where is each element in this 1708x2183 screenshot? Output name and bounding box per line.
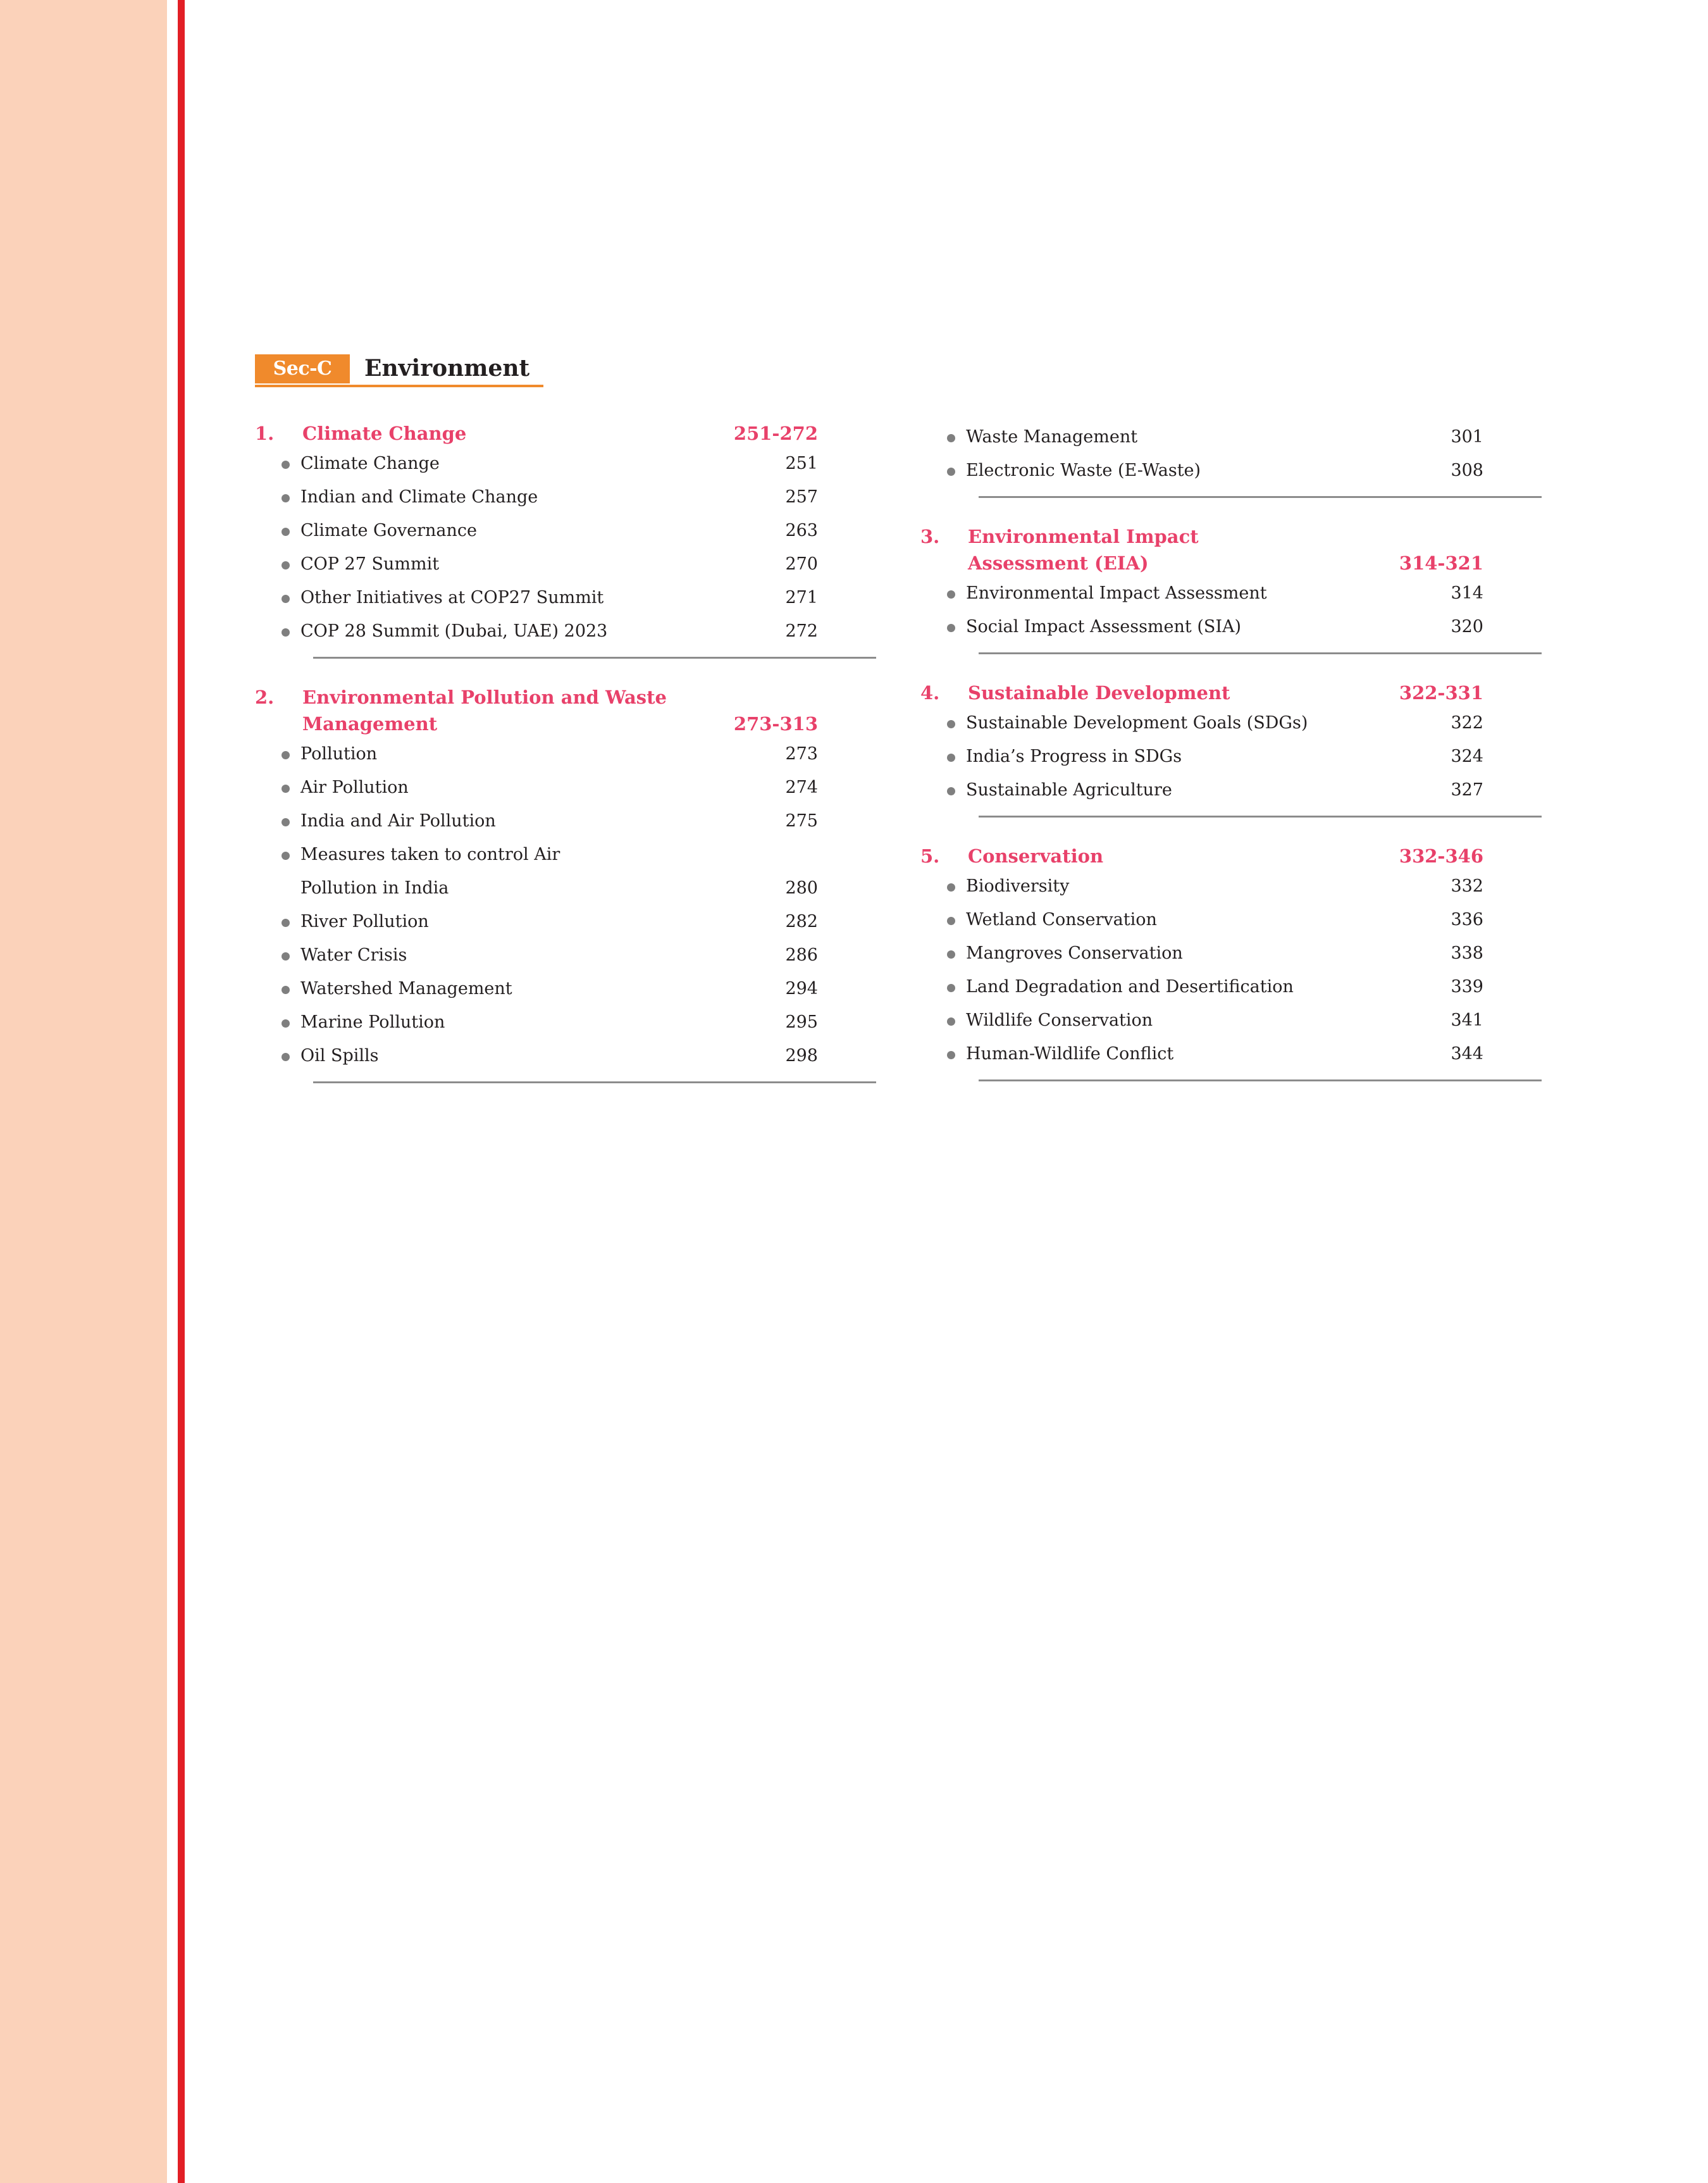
toc-entry-page: 280 [785, 878, 818, 898]
toc-entry[interactable] [255, 1005, 818, 1039]
toc-entry-body [300, 447, 818, 480]
bullet-dot-icon [282, 1053, 290, 1061]
bullet-dot-icon [947, 720, 955, 728]
toc-entry-page: 344 [1451, 1044, 1483, 1064]
toc-entry[interactable] [920, 740, 1483, 773]
chapter-page-range: 322-331 [1399, 682, 1483, 704]
toc-entry-label: Wetland Conservation [966, 910, 1157, 930]
section-title: Environment [364, 355, 530, 382]
bullet-icon [920, 936, 966, 959]
bullet-icon [255, 905, 300, 927]
toc-entry[interactable] [920, 773, 1483, 807]
bullet-dot-icon [947, 590, 955, 599]
toc-entry-label: Water Crisis [300, 945, 407, 965]
chapter-number: 1. [255, 423, 275, 444]
bullet-icon [255, 972, 300, 994]
toc-entry-label: Sustainable Development Goals (SDGs) [966, 713, 1308, 733]
toc-entry-page: 270 [785, 554, 818, 574]
toc-entry[interactable] [920, 420, 1483, 454]
toc-entry[interactable] [255, 905, 818, 938]
bullet-dot-icon [282, 986, 290, 994]
toc-entry-label: Indian and Climate Change [300, 487, 538, 507]
chapter-title-wrap [302, 420, 818, 447]
toc-chapter [920, 420, 1483, 523]
chapter-title-line2-row [302, 711, 818, 737]
bullet-icon [255, 581, 300, 603]
toc-entry[interactable] [920, 869, 1483, 903]
chapter-spacer [920, 498, 1483, 523]
toc-entry[interactable] [255, 838, 818, 905]
toc-chapter [255, 684, 818, 1109]
toc-entry[interactable] [255, 447, 818, 480]
toc-entry-line1 [300, 838, 818, 871]
bullet-icon [255, 547, 300, 569]
bullet-dot-icon [947, 1017, 955, 1026]
toc-chapter [920, 843, 1483, 1107]
toc-entry[interactable] [255, 737, 818, 771]
bullet-dot-icon [282, 919, 290, 927]
bullet-icon [255, 447, 300, 469]
toc-entry[interactable] [920, 576, 1483, 610]
toc-entry[interactable] [255, 938, 818, 972]
toc-entry-body [966, 970, 1483, 1004]
toc-entry-label: Air Pollution [300, 778, 409, 797]
bullet-dot-icon [282, 952, 290, 961]
toc-entry-body [300, 938, 818, 972]
chapter-page-range: 314-321 [1399, 552, 1483, 574]
bullet-icon [255, 771, 300, 793]
toc-entry[interactable] [255, 614, 818, 648]
toc-entry-label: Climate Change [300, 454, 440, 473]
toc-entry-page: 336 [1451, 910, 1483, 930]
toc-entry-body [966, 1004, 1483, 1037]
toc-column-right [920, 420, 1483, 1109]
toc-entry-body [300, 771, 818, 804]
toc-entry-page: 322 [1451, 713, 1483, 733]
chapter-page-range: 273-313 [733, 713, 818, 735]
toc-entry-page: 327 [1451, 780, 1483, 800]
toc-entry-body [300, 972, 818, 1005]
toc-entry-label: Other Initiatives at COP27 Summit [300, 588, 604, 607]
bullet-icon [920, 903, 966, 925]
bullet-dot-icon [947, 754, 955, 762]
toc-entry-body [966, 420, 1483, 454]
toc-entry-body [966, 773, 1483, 807]
toc-entry[interactable] [255, 547, 818, 581]
chapter-page-range: 251-272 [733, 423, 818, 444]
toc-entry-label: India and Air Pollution [300, 811, 496, 831]
toc-entry-body [966, 610, 1483, 644]
toc-entry-label: Human-Wildlife Conflict [966, 1044, 1174, 1064]
section-underline [255, 385, 543, 387]
bullet-dot-icon [282, 494, 290, 502]
toc-columns [255, 420, 1558, 1109]
toc-entry-body [300, 1039, 818, 1073]
chapter-spacer [255, 659, 818, 684]
toc-column-left [255, 420, 818, 1109]
bullet-icon [920, 970, 966, 992]
section-header [255, 354, 546, 391]
chapter-spacer [920, 818, 1483, 843]
toc-entry[interactable] [920, 706, 1483, 740]
toc-entry-body [300, 905, 818, 938]
toc-entry-body [300, 514, 818, 547]
toc-entry-page: 332 [1451, 876, 1483, 896]
toc-entry-label: Measures taken to control Air [300, 845, 560, 864]
toc-entry-page: 338 [1451, 943, 1483, 963]
toc-entry-page: 282 [785, 912, 818, 931]
toc-entry-body [300, 480, 818, 514]
toc-entry-body [300, 737, 818, 771]
bullet-dot-icon [282, 751, 290, 759]
toc-entry-body [966, 869, 1483, 903]
toc-entry-body [966, 454, 1483, 487]
chapter-title-wrap [302, 684, 818, 737]
chapter-page-range: 332-346 [1399, 845, 1483, 867]
toc-entry-body [966, 1037, 1483, 1071]
toc-entry[interactable] [920, 970, 1483, 1004]
bullet-dot-icon [947, 624, 955, 632]
toc-entry[interactable] [255, 514, 818, 547]
toc-entry-page: 324 [1451, 747, 1483, 766]
bullet-icon [255, 514, 300, 536]
toc-entry[interactable] [920, 936, 1483, 970]
chapter-title: Environmental Pollution and Waste [302, 687, 667, 708]
toc-entry-page: 273 [785, 744, 818, 764]
toc-entry[interactable] [920, 454, 1483, 487]
toc-entry-label: Pollution [300, 744, 378, 764]
chapter-heading[interactable] [255, 684, 818, 737]
toc-entry[interactable] [920, 903, 1483, 936]
left-red-rule [178, 0, 185, 2183]
toc-entry-label: Electronic Waste (E-Waste) [966, 461, 1201, 480]
bullet-icon [920, 576, 966, 599]
bullet-dot-icon [282, 561, 290, 569]
toc-entry[interactable] [255, 480, 818, 514]
chapter-title: Conservation [968, 845, 1104, 867]
toc-entry-page: 301 [1451, 427, 1483, 447]
toc-entry-label: Climate Governance [300, 521, 477, 540]
toc-entry-label: COP 28 Summit (Dubai, UAE) 2023 [300, 621, 608, 641]
bullet-icon [920, 1004, 966, 1026]
bullet-dot-icon [947, 468, 955, 476]
toc-entry-label: Biodiversity [966, 876, 1070, 896]
chapter-entry-list [920, 869, 1483, 1071]
toc-entry-label: Wildlife Conservation [966, 1011, 1153, 1030]
toc-entry-page: 339 [1451, 977, 1483, 997]
toc-entry-label: India’s Progress in SDGs [966, 747, 1182, 766]
bullet-dot-icon [282, 852, 290, 860]
bullet-dot-icon [947, 917, 955, 925]
bullet-dot-icon [282, 628, 290, 637]
toc-entry-page: 251 [785, 454, 818, 473]
toc-entry-body [300, 838, 818, 905]
toc-entry-label: Marine Pollution [300, 1012, 445, 1032]
bullet-icon [920, 454, 966, 476]
chapter-title-wrap [968, 843, 1483, 869]
toc-entry-label: River Pollution [300, 912, 429, 931]
chapter-number: 3. [920, 526, 940, 547]
chapter-number: 2. [255, 687, 275, 708]
section-badge: Sec-C [255, 354, 350, 383]
toc-chapter [920, 680, 1483, 843]
chapter-heading[interactable] [920, 680, 1483, 706]
toc-entry-body [300, 581, 818, 614]
bullet-icon [920, 740, 966, 762]
chapter-spacer [255, 1083, 818, 1109]
toc-entry[interactable] [920, 1004, 1483, 1037]
toc-entry-page: 341 [1451, 1011, 1483, 1030]
bullet-icon [255, 1005, 300, 1028]
chapter-title: Environmental Impact [968, 526, 1199, 547]
bullet-icon [255, 938, 300, 961]
bullet-icon [920, 1037, 966, 1059]
toc-entry-body [300, 614, 818, 648]
bullet-dot-icon [282, 461, 290, 469]
toc-entry-page: 271 [785, 588, 818, 607]
toc-entry-page: 275 [785, 811, 818, 831]
toc-entry[interactable] [920, 610, 1483, 644]
chapter-title-line2-row [968, 550, 1483, 576]
toc-entry-label: Environmental Impact Assessment [966, 583, 1267, 603]
toc-entry-label: Social Impact Assessment (SIA) [966, 617, 1242, 637]
toc-entry-page: 298 [785, 1046, 818, 1066]
bullet-icon [920, 869, 966, 892]
toc-entry-label: Sustainable Agriculture [966, 780, 1172, 800]
bullet-icon [255, 737, 300, 759]
bullet-icon [920, 706, 966, 728]
toc-entry[interactable] [920, 1037, 1483, 1071]
toc-entry-page: 263 [785, 521, 818, 540]
left-peach-band [0, 0, 167, 2183]
toc-entry-body [966, 740, 1483, 773]
chapter-title-line2: Management [302, 713, 438, 735]
bullet-dot-icon [947, 883, 955, 892]
toc-entry-page: 295 [785, 1012, 818, 1032]
chapter-entry-list [920, 706, 1483, 807]
bullet-icon [255, 614, 300, 637]
toc-entry-page: 308 [1451, 461, 1483, 480]
chapter-title-line2: Assessment (EIA) [968, 552, 1149, 574]
toc-chapter [920, 523, 1483, 680]
chapter-number: 4. [920, 682, 940, 704]
bullet-dot-icon [947, 787, 955, 795]
bullet-dot-icon [282, 785, 290, 793]
chapter-title: Sustainable Development [968, 682, 1230, 704]
toc-entry[interactable] [255, 804, 818, 838]
toc-chapter [255, 420, 818, 684]
bullet-dot-icon [947, 434, 955, 442]
bullet-icon [920, 773, 966, 795]
toc-entry[interactable] [255, 972, 818, 1005]
toc-entry-page: 320 [1451, 617, 1483, 637]
bullet-dot-icon [947, 950, 955, 959]
bullet-dot-icon [282, 1019, 290, 1028]
bullet-icon [255, 1039, 300, 1061]
toc-entry-body [300, 547, 818, 581]
toc-entry-body [966, 576, 1483, 610]
chapter-heading[interactable] [920, 523, 1483, 576]
bullet-dot-icon [282, 818, 290, 826]
toc-entry-label: COP 27 Summit [300, 554, 440, 574]
toc-entry-label: Land Degradation and Desertification [966, 977, 1294, 997]
toc-entry-body [966, 706, 1483, 740]
bullet-icon [255, 804, 300, 826]
toc-entry-page: 294 [785, 979, 818, 998]
toc-entry-page: 314 [1451, 583, 1483, 603]
bullet-icon [920, 610, 966, 632]
chapter-title-wrap [968, 523, 1483, 576]
toc-entry-label-line2: Pollution in India [300, 878, 449, 898]
toc-entry-page: 274 [785, 778, 818, 797]
toc-entry-page: 272 [785, 621, 818, 641]
toc-entry-body [300, 804, 818, 838]
chapter-heading[interactable] [255, 420, 818, 447]
toc-entry-label: Watershed Management [300, 979, 512, 998]
toc-entry-body [300, 1005, 818, 1039]
toc-entry-label: Waste Management [966, 427, 1138, 447]
toc-entry-label: Oil Spills [300, 1046, 379, 1066]
bullet-dot-icon [947, 984, 955, 992]
toc-entry-page: 257 [785, 487, 818, 507]
chapter-entry-list [255, 447, 818, 648]
toc-entry-page: 286 [785, 945, 818, 965]
toc-entry-body [966, 936, 1483, 970]
chapter-title-wrap [968, 680, 1483, 706]
bullet-dot-icon [282, 528, 290, 536]
toc-entry-line2 [300, 871, 818, 905]
chapter-title: Climate Change [302, 423, 467, 444]
bullet-dot-icon [282, 595, 290, 603]
chapter-entry-list [920, 420, 1483, 487]
chapter-entry-list [255, 737, 818, 1073]
chapter-spacer [920, 654, 1483, 680]
chapter-spacer [920, 1081, 1483, 1107]
toc-entry[interactable] [255, 771, 818, 804]
bullet-icon [920, 420, 966, 442]
bullet-icon [255, 480, 300, 502]
toc-entry[interactable] [255, 1039, 818, 1073]
toc-content [255, 354, 1558, 1109]
toc-entry-label: Mangroves Conservation [966, 943, 1183, 963]
chapter-heading[interactable] [920, 843, 1483, 869]
toc-entry[interactable] [255, 581, 818, 614]
toc-entry-body [966, 903, 1483, 936]
chapter-entry-list [920, 576, 1483, 644]
bullet-dot-icon [947, 1051, 955, 1059]
bullet-icon [255, 838, 300, 860]
chapter-number: 5. [920, 845, 940, 867]
